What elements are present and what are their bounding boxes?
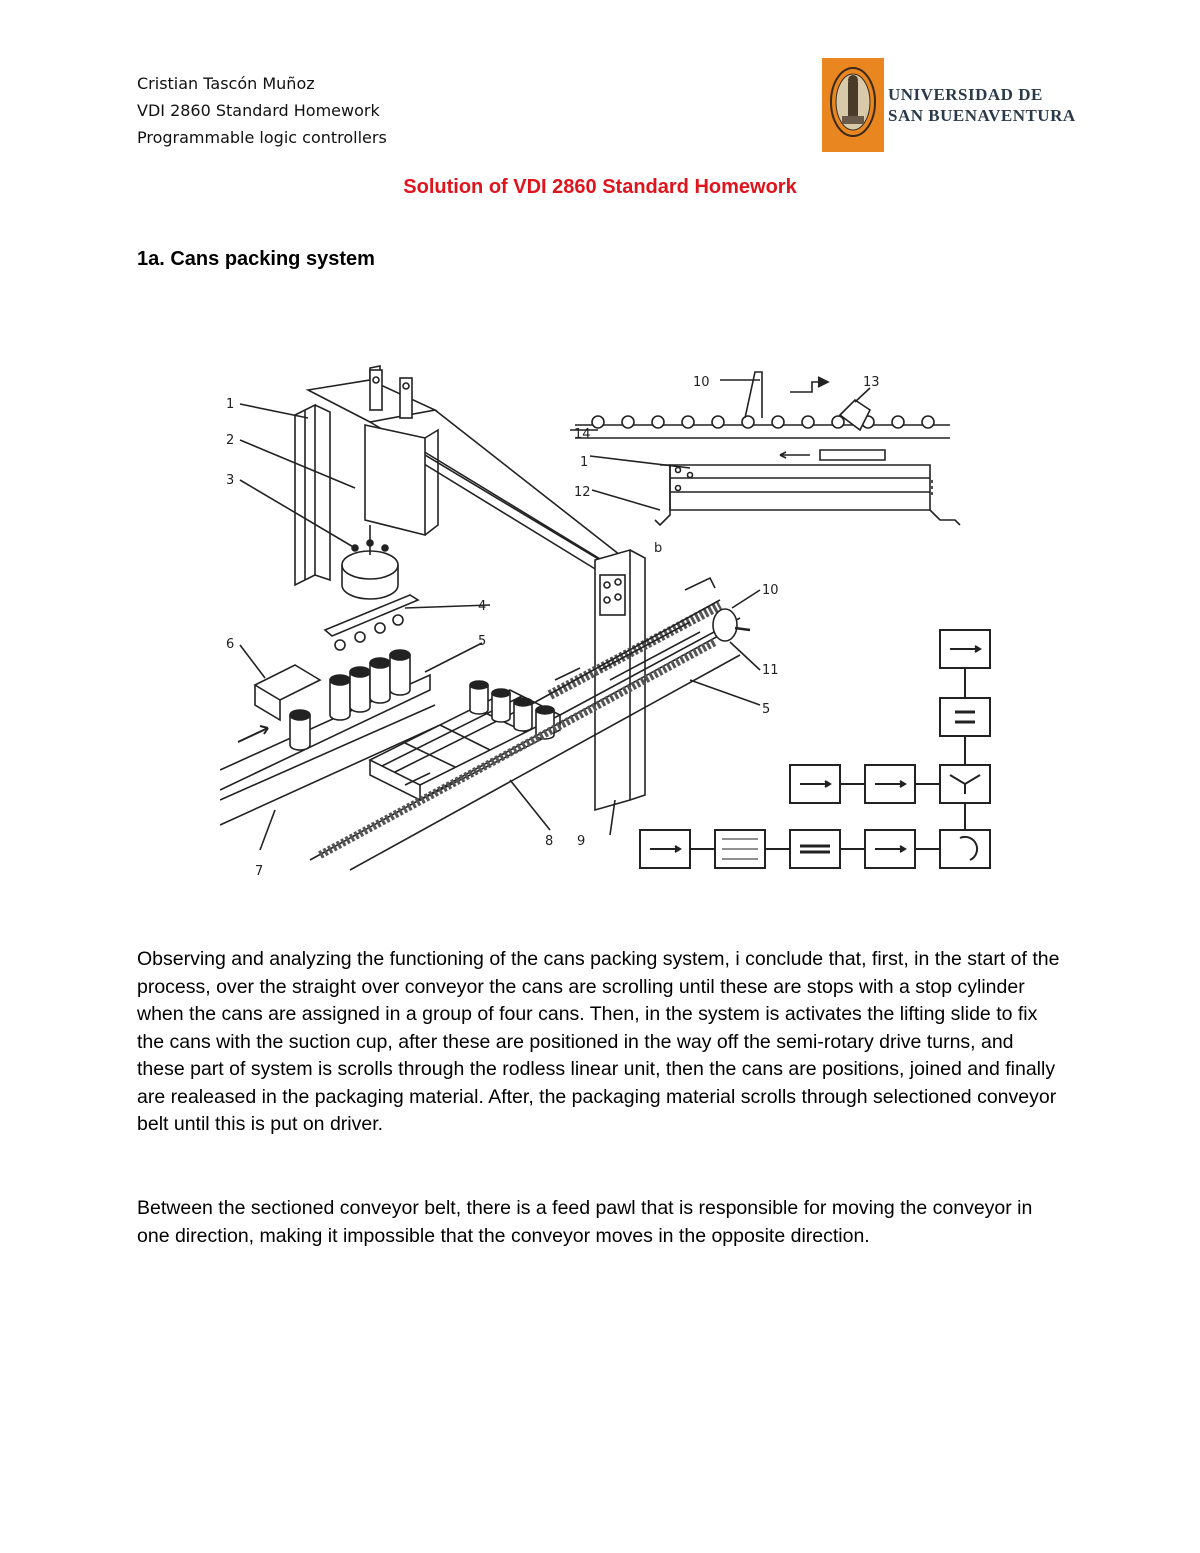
page-title: Solution of VDI 2860 Standard Homework	[403, 176, 797, 198]
paragraph-analysis: Observing and analyzing the functioning of the cans packing system, i conclude that, first, in the start of the process, over the straight over conveyor the cans are scrolling until these are stops with a stop cylinder when the cans are assigned in a group of four cans. Then, in the system is activates the lifting slide to fix the cans with the suction cup, after these are positioned in the way off the semi-rotary drive turns, and these part of system is scrolls through the rodless linear unit, then the cans are positions, joined and finally are realeased in the packaging material. After, the packaging material scrolls through selectioned conveyor belt until this is put on driver.	[137, 948, 1060, 1135]
callout-6: 6	[226, 637, 235, 652]
machine-illustration	[220, 366, 760, 870]
course-title: VDI 2860 Standard Homework	[137, 101, 380, 120]
callout-3: 3	[226, 473, 235, 488]
university-name	[888, 84, 1076, 126]
section-heading: 1a. Cans packing system	[137, 248, 375, 270]
callout-2: 2	[226, 433, 235, 448]
author-name: Cristian Tascón Muñoz	[137, 74, 315, 93]
callout-5b: 5	[762, 702, 771, 717]
callout-top-b: b	[654, 541, 663, 556]
document-header	[137, 70, 387, 151]
university-logo	[822, 58, 1076, 152]
callout-top-10: 10	[693, 375, 710, 390]
callout-11: 11	[762, 663, 779, 678]
callout-top-14: 14	[574, 427, 591, 442]
callout-10: 10	[762, 583, 779, 598]
callout-8: 8	[545, 834, 554, 849]
university-name-line2: SAN BUENAVENTURA	[888, 106, 1076, 125]
callout-7: 7	[255, 864, 264, 879]
callout-9: 9	[577, 834, 586, 849]
callout-4: 4	[478, 599, 487, 614]
callout-5: 5	[478, 634, 487, 649]
callout-1: 1	[226, 397, 235, 412]
callout-top-12: 12	[574, 485, 591, 500]
chain-detail-illustration	[570, 372, 960, 525]
vdi2860-symbol-flowchart	[640, 630, 990, 868]
subject-title: Programmable logic controllers	[137, 128, 387, 147]
cans-packing-figure	[220, 360, 1000, 885]
callout-top-1: 1	[580, 455, 589, 470]
university-crest-icon	[822, 58, 884, 152]
university-name-line1: UNIVERSIDAD DE	[888, 85, 1043, 104]
paragraph-feed-pawl: Between the sectioned conveyor belt, there is a feed pawl that is responsible for moving the conveyor in one direction, making it impossible that the conveyor moves in the opposite direction.	[137, 1197, 1033, 1247]
callout-top-13: 13	[863, 375, 880, 390]
